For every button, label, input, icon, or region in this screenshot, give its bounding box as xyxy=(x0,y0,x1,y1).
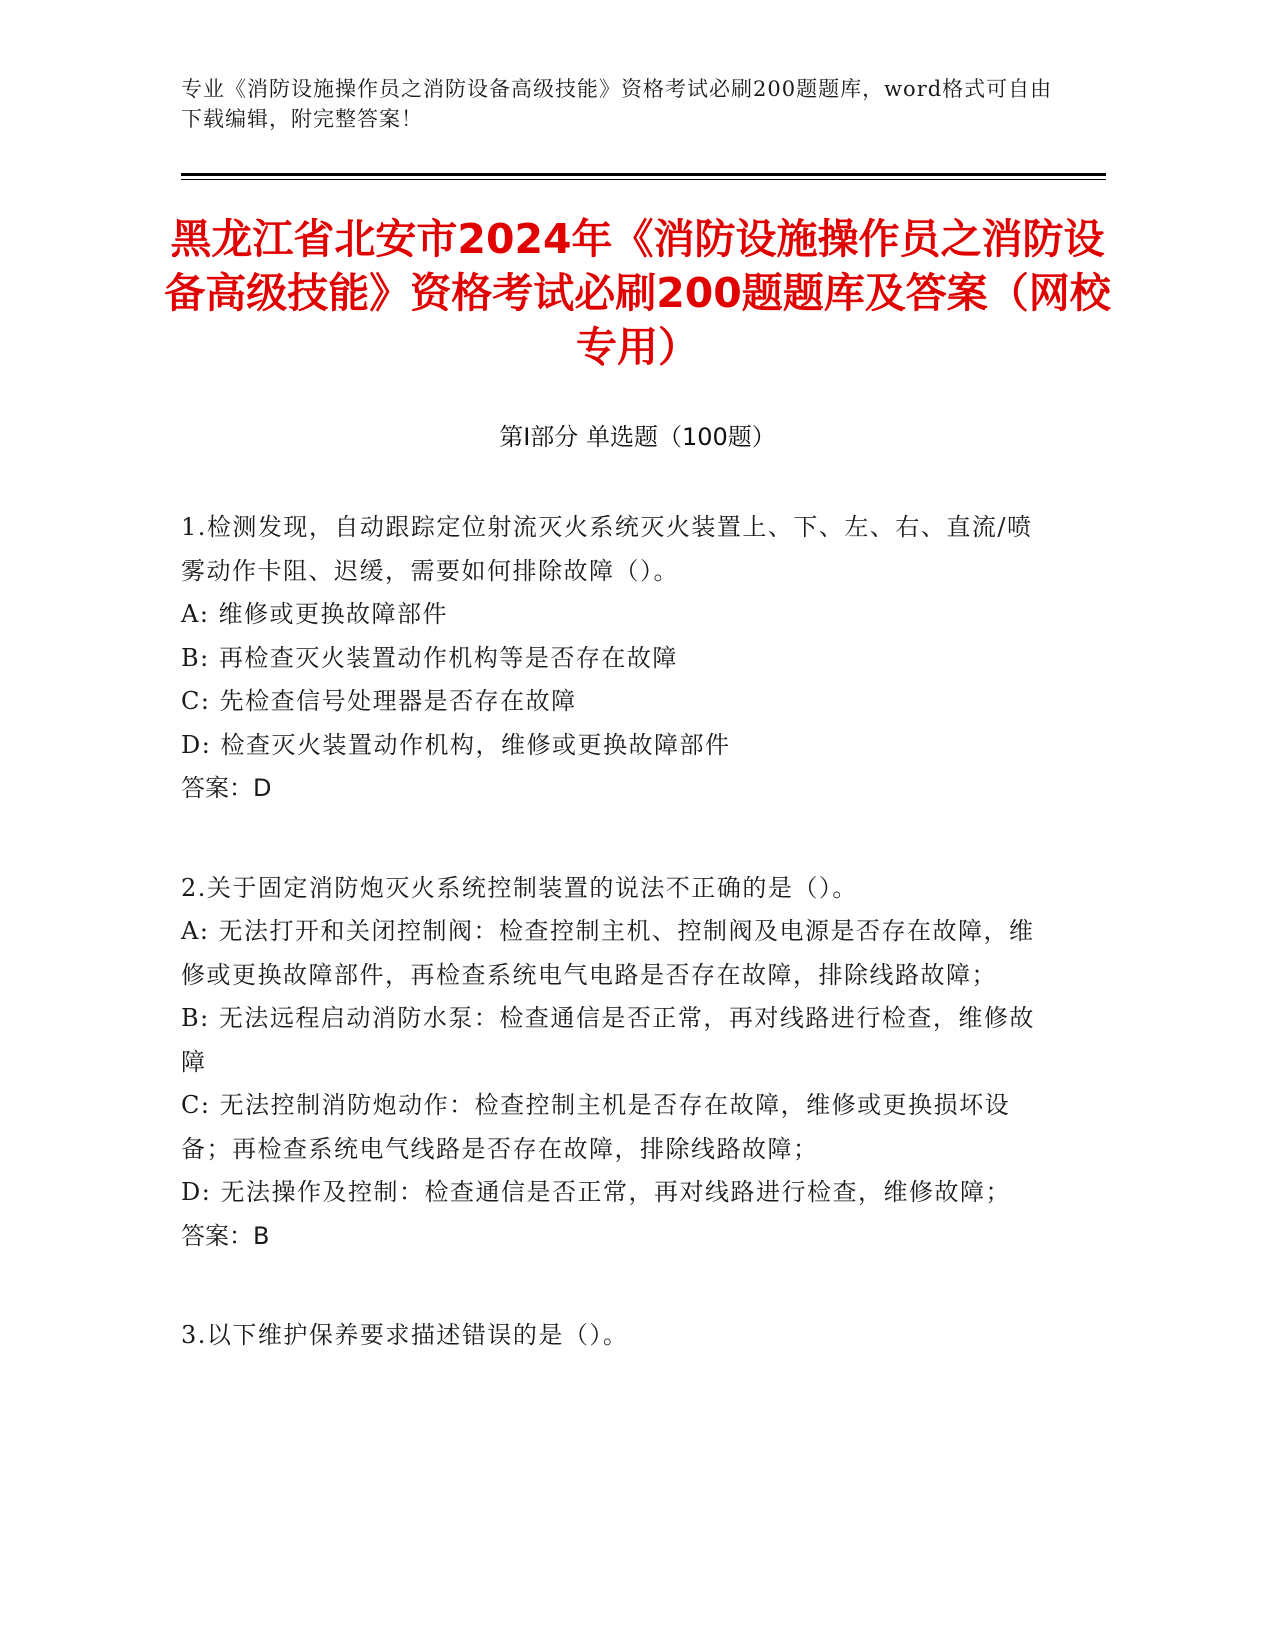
option-a: A: 维修或更换故障部件 xyxy=(181,600,449,628)
option-d: D: 检查灭火装置动作机构，维修或更换故障部件 xyxy=(181,730,731,759)
question-2 xyxy=(181,867,1051,1259)
answer: 答案：D xyxy=(181,774,272,802)
question-3 xyxy=(181,1314,1051,1358)
question-stem: 1.检测发现，自动跟踪定位射流灭火系统灭火装置上、下、左、右、直流/喷雾动作卡阻、迟缓，需要如何排除故障（）。 xyxy=(181,513,1033,585)
question-stem: 2.关于固定消防炮灭火系统控制装置的说法不正确的是（）。 xyxy=(181,873,858,902)
option-a: A: 无法打开和关闭控制阀：检查控制主机、控制阀及电源是否存在故障，维修或更换故障部件，再检查系统电气电路是否存在故障，排除线路故障； xyxy=(181,917,1035,989)
option-c: C: 先检查信号处理器是否存在故障 xyxy=(181,687,577,715)
document-title: 黑龙江省北安市2024年《消防设施操作员之消防设备高级技能》资格考试必刷200题题库及答案（网校专用） xyxy=(164,215,1111,371)
option-c: C: 无法控制消防炮动作：检查控制主机是否存在故障，维修或更换损坏设备；再检查系统电气线路是否存在故障，排除线路故障； xyxy=(181,1091,1011,1163)
option-b: B: 无法远程启动消防水泵：检查通信是否正常，再对线路进行检查，维修故障 xyxy=(181,1004,1035,1076)
section-heading: 第Ⅰ部分 单选题（100题） xyxy=(499,423,776,451)
option-d: D: 无法操作及控制：检查通信是否正常，再对线路进行检查，维修故障； xyxy=(181,1178,1011,1206)
header-divider-thin xyxy=(181,179,1106,180)
header-divider-thick xyxy=(181,173,1106,176)
header-note: 专业《消防设施操作员之消防设备高级技能》资格考试必刷200题题库，word格式可自由下载编辑，附完整答案！ xyxy=(181,77,1053,131)
question-1 xyxy=(181,506,1051,811)
question-stem: 3.以下维护保养要求描述错误的是（）。 xyxy=(181,1321,629,1349)
option-b: B: 再检查灭火装置动作机构等是否存在故障 xyxy=(181,643,678,672)
answer: 答案：B xyxy=(181,1221,270,1250)
question-list xyxy=(181,506,1051,1414)
